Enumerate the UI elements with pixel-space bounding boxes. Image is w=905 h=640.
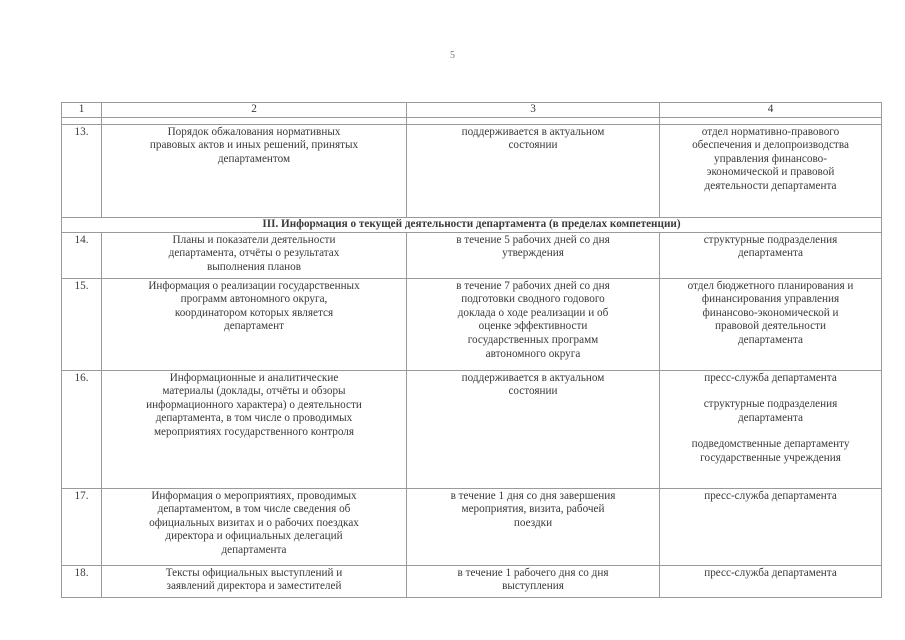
cell-line: выполнения планов (206, 260, 302, 273)
cell-line: оценке эффективности (478, 320, 588, 333)
row-number: 13. (62, 124, 102, 217)
responsible-unit-cell (660, 370, 882, 488)
update-period-cell (407, 278, 660, 370)
cell-line: информационного характера) о деятельности (146, 398, 362, 411)
cell-line: в течение 5 рабочих дней со дня (456, 233, 610, 246)
cell-line: состоянии (508, 385, 558, 398)
cell-line: заявлений директора и заместителей (166, 580, 342, 593)
cell-line: утверждения (502, 247, 564, 260)
update-period-cell (407, 124, 660, 217)
column-header: 2 (102, 103, 407, 118)
row-number: 18. (62, 565, 102, 597)
responsible-unit-cell (660, 124, 882, 217)
responsible-unit-cell (660, 565, 882, 597)
info-type-cell (102, 488, 407, 565)
cell-line: государственных программ (467, 333, 599, 346)
cell-line: правовых актов и иных решений, принятых (149, 139, 359, 152)
cell-line: в течение 1 дня со дня завершения (450, 489, 616, 502)
cell-line: поездки (513, 516, 553, 529)
page-number: 5 (450, 50, 455, 61)
table-row (62, 124, 882, 217)
cell-line: Планы и показатели деятельности (172, 233, 336, 246)
responsible-unit-cell (660, 278, 882, 370)
section-heading: III. Информация о текущей деятельности департамента (в пределах компетенции) (62, 217, 882, 232)
column-header: 1 (62, 103, 102, 118)
cell-line: автономного округа (485, 347, 581, 360)
row-number: 14. (62, 232, 102, 278)
cell-line: мероприятиях государственного контроля (153, 425, 355, 438)
cell-line: управления финансово- (713, 152, 827, 165)
cell-line: материалы (доклады, отчёты и обзоры (162, 385, 346, 398)
cell-line: отдел нормативно-правового (701, 125, 840, 138)
table-row (62, 232, 882, 278)
cell-line: департамента, в том числе о проводимых (155, 412, 353, 425)
cell-line: Информация о мероприятиях, проводимых (151, 489, 357, 502)
table-row (62, 278, 882, 370)
responsible-unit-cell (660, 488, 882, 565)
info-type-cell (102, 124, 407, 217)
update-period-cell (407, 232, 660, 278)
cell-line: обеспечения и делопроизводства (692, 139, 849, 152)
cell-line: деятельности департамента (704, 179, 837, 192)
cell-line: структурные подразделения (703, 233, 838, 246)
cell-line: программ автономного округа, (180, 293, 328, 306)
cell-line: в течение 7 рабочих дней со дня (456, 279, 610, 292)
cell-line: координатором которых является (174, 306, 334, 319)
column-header: 3 (407, 103, 660, 118)
cell-line: пресс-служба департамента (704, 371, 837, 384)
cell-line: Порядок обжалования нормативных (167, 125, 341, 138)
cell-line: Информация о реализации государственных (148, 279, 360, 292)
cell-line: правовой деятельности (715, 320, 826, 333)
cell-line: поддерживается в актуальном (461, 125, 605, 138)
cell-line: отдел бюджетного планирования и (687, 279, 854, 292)
cell-line: департаментом, в том числе сведения об (157, 503, 351, 516)
cell-line: мероприятия, визита, рабочей (461, 503, 605, 516)
cell-line: государственные учреждения (700, 451, 841, 464)
cell-line: в течение 1 рабочего дня со дня (457, 566, 609, 579)
info-type-cell (102, 370, 407, 488)
cell-line: департамента (737, 411, 804, 424)
table-header-row (62, 103, 882, 118)
cell-line: пресс-служба департамента (704, 566, 837, 579)
cell-line: состоянии (508, 139, 558, 152)
row-number: 17. (62, 488, 102, 565)
spacer-row (62, 117, 882, 124)
table-row (62, 370, 882, 488)
row-number: 15. (62, 278, 102, 370)
cell-line: подведомственные департаменту (691, 438, 850, 451)
cell-line: экономической и правовой (706, 166, 835, 179)
cell-line: пресс-служба департамента (704, 489, 837, 502)
responsible-unit-cell (660, 232, 882, 278)
cell-line: Информационные и аналитические (169, 371, 339, 384)
column-header: 4 (660, 103, 882, 118)
cell-line: финансово-экономической и (702, 306, 839, 319)
section-heading-row (62, 217, 882, 232)
update-period-cell (407, 565, 660, 597)
cell-line: официальных визитах и о рабочих поездках (149, 516, 359, 529)
cell-line: департамента, отчёты о результатах (168, 247, 340, 260)
cell-line: Тексты официальных выступлений и (165, 566, 343, 579)
cell-line: подготовки сводного годового (461, 293, 605, 306)
cell-line: директора и официальных делегаций (165, 530, 343, 543)
cell-line: департамента (737, 333, 804, 346)
info-table (61, 102, 882, 598)
info-type-cell (102, 278, 407, 370)
cell-line: департамента (737, 247, 804, 260)
row-number: 16. (62, 370, 102, 488)
cell-line: департамент (224, 320, 284, 333)
cell-line: выступления (502, 580, 564, 593)
update-period-cell (407, 370, 660, 488)
info-type-cell (102, 232, 407, 278)
cell-line: структурные подразделения (703, 398, 838, 411)
cell-line: департамента (221, 543, 287, 556)
cell-line: доклада о ходе реализации и об (457, 306, 609, 319)
update-period-cell (407, 488, 660, 565)
cell-line: финансирования управления (701, 293, 840, 306)
table-row (62, 565, 882, 597)
cell-line: поддерживается в актуальном (461, 371, 605, 384)
info-type-cell (102, 565, 407, 597)
table-row (62, 488, 882, 565)
cell-line: департаментом (217, 152, 291, 165)
